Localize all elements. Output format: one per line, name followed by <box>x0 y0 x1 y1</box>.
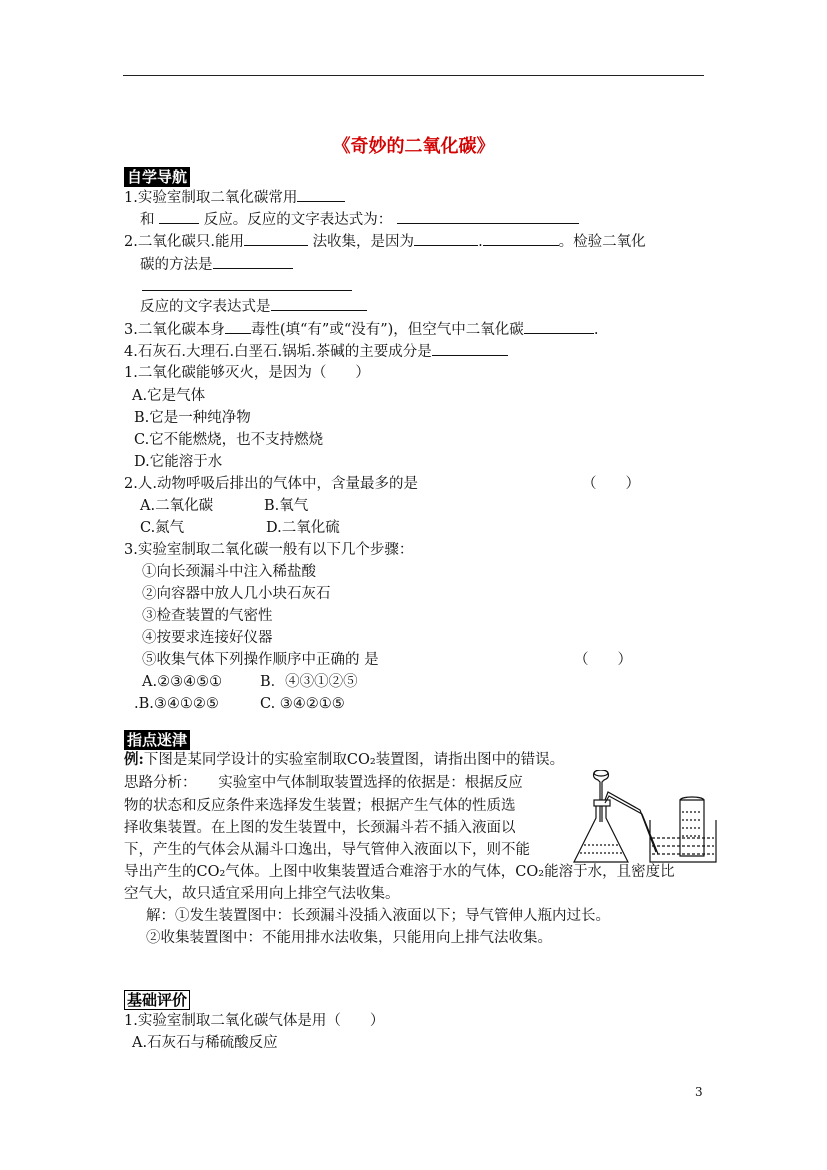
analysis-line-3: 择收集装置。在上图的发生装置中，长颈漏斗若不插入液面以 <box>124 820 516 836</box>
basic-q1-option-a: A.石灰石与稀硫酸反应 <box>132 1035 278 1051</box>
solution-line-2: ②收集装置图中：不能用排水法收集，只能用向上排气法收集。 <box>146 930 552 946</box>
q2-line-2 <box>140 254 293 275</box>
mcq-1: 1.二氧化碳能够灭火，是因为（ ） <box>124 365 370 381</box>
example-text: 下图是某同学设计的实验室制取CO₂装置图，请指出图中的错误。 <box>143 752 565 768</box>
blank <box>432 341 508 356</box>
mcq-3-step-3: ③检查装置的气密性 <box>142 608 273 624</box>
mcq-1-option-b: B.它是一种纯净物 <box>134 410 251 426</box>
analysis-line-4: 下，产生的气体会从漏斗口逸出，导气管伸入液面以下，则不能 <box>124 842 530 858</box>
q3-text-b: 毒性(填“有”或“没有”)，但空气中二氧化碳 <box>250 322 524 338</box>
analysis-line-5: 导出产生的CO₂气体。上图中收集装置适合难溶于水的气体，CO₂能溶于水，且密度比 <box>124 864 675 880</box>
basic-q1: 1.实验室制取二氧化碳气体是用（ ） <box>124 1013 385 1029</box>
mcq-1-option-d: D.它能溶于水 <box>134 454 223 470</box>
blank <box>483 231 559 246</box>
page-title: 《奇妙的二氧化碳》 <box>332 136 495 157</box>
mcq-2: 2.人.动物呼吸后排出的气体中，含量最多的是 <box>124 476 418 492</box>
q3-text-a: 3.二氧化碳本身 <box>124 322 225 338</box>
page-number: 3 <box>695 1085 703 1099</box>
blank <box>271 296 367 311</box>
blank <box>244 231 308 246</box>
mcq-2-paren: （ ） <box>582 476 640 492</box>
q4-text: 4.石灰石.大理石.白垩石.锅垢.茶碱的主要成分是 <box>124 344 432 360</box>
mcq-3-step-2: ②向容器中放人几小块石灰石 <box>142 586 331 602</box>
mcq-2-option-a: A.二氧化碳 <box>140 498 214 514</box>
blank <box>297 187 345 202</box>
section-heading-self-study: 自学导航 <box>124 167 190 187</box>
blank <box>397 209 579 224</box>
blank <box>213 254 293 269</box>
co2-apparatus-diagram <box>570 770 720 870</box>
q1-line <box>124 187 345 208</box>
mcq-1-option-a: A.它是气体 <box>132 388 206 404</box>
section-heading-key-points: 指点迷津 <box>124 730 190 750</box>
section-heading-basic-eval: 基础评价 <box>124 990 190 1010</box>
blank <box>414 231 478 246</box>
mcq-2-option-b: B.氧气 <box>264 498 309 514</box>
q1-text-c: 反应。反应的文字表达式为： <box>203 212 393 228</box>
mcq-1-option-c: C.它不能燃烧，也不支持燃烧 <box>134 432 324 448</box>
q2-text-a: 2.二氧化碳只.能用 <box>124 234 244 250</box>
mcq-2-option-c: C.氮气 <box>140 520 185 536</box>
mcq-3-paren: （ ） <box>574 652 632 668</box>
q1-text-b: 和 <box>140 212 155 228</box>
solution-line-1: 解：①发生装置图中：长颈漏斗没插入液面以下；导气管伸人瓶内过长。 <box>146 908 610 924</box>
mcq-2-option-d: D.二氧化硫 <box>266 520 340 536</box>
mcq-3: 3.实验室制取二氧化碳一般有以下几个步骤： <box>124 542 414 558</box>
analysis-line-6: 空气大，故只适宜采用向上排空气法收集。 <box>124 886 400 902</box>
mcq-3-option-a: A.②③④⑤① <box>142 674 223 690</box>
q2-line-3 <box>140 296 367 317</box>
blank <box>225 319 251 334</box>
q1-text: 1.实验室制取二氧化碳常用 <box>124 190 298 206</box>
header-rule <box>123 75 704 76</box>
example-line <box>124 750 564 770</box>
mcq-3-option-b: B．④③①②⑤ <box>260 674 358 690</box>
mcq-3-step-5: ⑤收集气体下列操作顺序中正确的 是 <box>142 652 379 668</box>
q2-text-b: 法收集，是因为 <box>312 234 415 250</box>
blank <box>524 319 594 334</box>
example-label: 例: <box>124 751 144 768</box>
mcq-3-option-c: .B.③④①②⑤ <box>134 696 219 712</box>
q2-text-d: 碳的方法是 <box>140 257 213 273</box>
q1-line-2 <box>140 209 579 230</box>
q3-line: 3.二氧化碳本身 毒性(填“有”或“没有”)，但空气中二氧化碳 . <box>124 319 598 340</box>
q4-line <box>124 341 508 362</box>
analysis-line-2: 物的状态和反应条件来选择发生装置；根据产生气体的性质选 <box>124 798 516 814</box>
mcq-3-step-4: ④按要求连接好仪器 <box>142 630 273 646</box>
mcq-3-option-d: C. ③④②①⑤ <box>260 696 345 712</box>
q2-text-e: 反应的文字表达式是 <box>140 299 271 315</box>
analysis-line-1: 思路分析： 实验室中气体制取装置选择的依据是：根据反应 <box>124 775 523 791</box>
blank <box>159 209 199 224</box>
q2-text-c: 。检验二氧化 <box>558 234 646 250</box>
q2-line: 2.二氧化碳只.能用 法收集，是因为 . 。检验二氧化 <box>124 231 646 252</box>
mcq-3-step-1: ①向长颈漏斗中注入稀盐酸 <box>142 564 316 580</box>
blank-long <box>142 276 352 291</box>
